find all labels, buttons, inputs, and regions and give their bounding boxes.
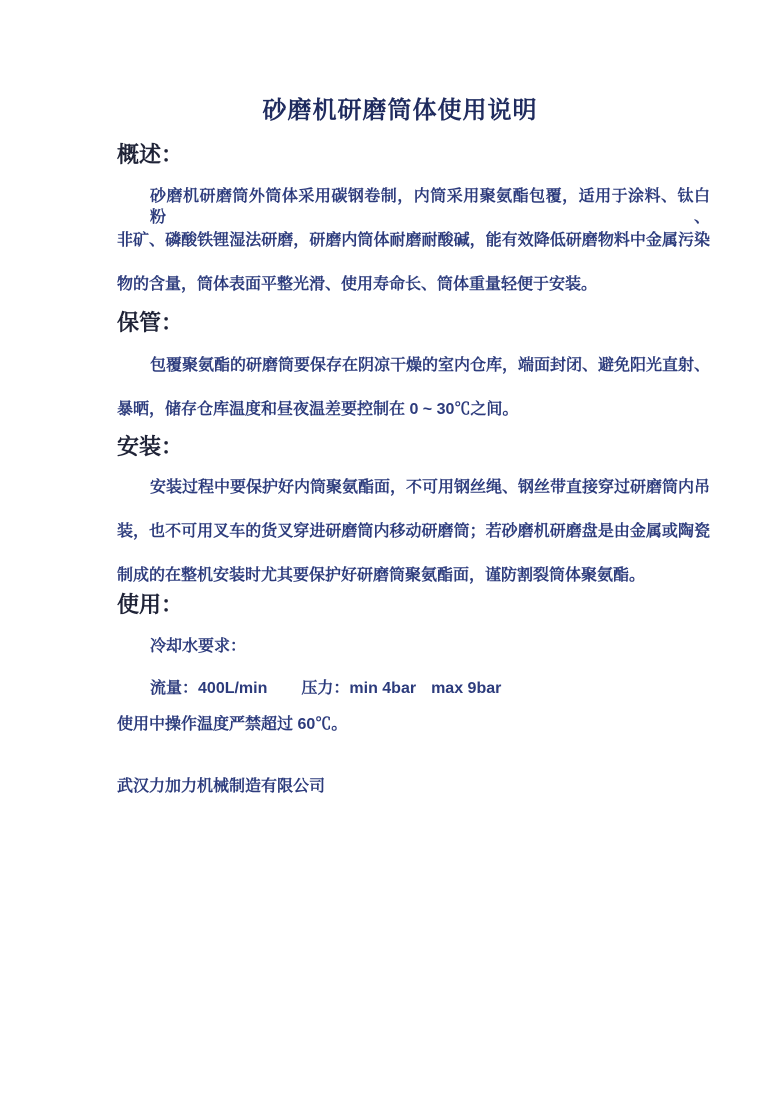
paragraph-line: 安装过程中要保护好内筒聚氨酯面，不可用钢丝绳、钢丝带直接穿过研磨筒内吊 [150, 479, 711, 496]
pressure-min-value: min 4bar [349, 680, 417, 697]
section-heading-installation: 安装： [117, 434, 184, 459]
page-title: 砂磨机研磨筒体使用说明 [262, 97, 538, 124]
flow-label: 流量： [150, 680, 199, 697]
paragraph-line: 包覆聚氨酯的研磨筒要保存在阴凉干燥的室内仓库，端面封闭、避免阳光直射、 [150, 357, 711, 374]
paragraph-line: 暴晒，储存仓库温度和昼夜温差要控制在 0 ~ 30℃之间。 [117, 401, 519, 418]
section-heading-storage: 保管： [117, 310, 184, 335]
paragraph-line: 物的含量，筒体表面平整光滑、使用寿命长、筒体重量轻便于安装。 [117, 276, 598, 293]
paragraph-line: 砂磨机研磨筒外筒体采用碳钢卷制，内筒采用聚氨酯包覆，适用于涂料、钛白粉、 [150, 188, 710, 226]
operating-temperature-note: 使用中操作温度严禁超过 60℃。 [117, 716, 348, 733]
cooling-water-requirement-label: 冷却水要求： [150, 638, 247, 655]
company-name: 武汉力加力机械制造有限公司 [117, 778, 326, 795]
pressure-max-value: max 9bar [431, 680, 502, 697]
paragraph-line: 非矿、磷酸铁锂湿法研磨，研磨内筒体耐磨耐酸碱，能有效降低研磨物料中金属污染 [117, 232, 710, 249]
cooling-water-specs-row [150, 679, 710, 700]
paragraph-line: 制成的在整机安装时尤其要保护好研磨筒聚氨酯面，谨防割裂筒体聚氨酯。 [117, 567, 646, 584]
section-heading-overview: 概述： [117, 142, 184, 167]
flow-value: 400L/min [198, 680, 268, 697]
pressure-label: 压力： [301, 680, 350, 697]
paragraph-line: 装，也不可用叉车的货叉穿进研磨筒内移动研磨筒；若砂磨机研磨盘是由金属或陶瓷 [117, 523, 710, 540]
section-heading-usage: 使用： [117, 592, 184, 617]
